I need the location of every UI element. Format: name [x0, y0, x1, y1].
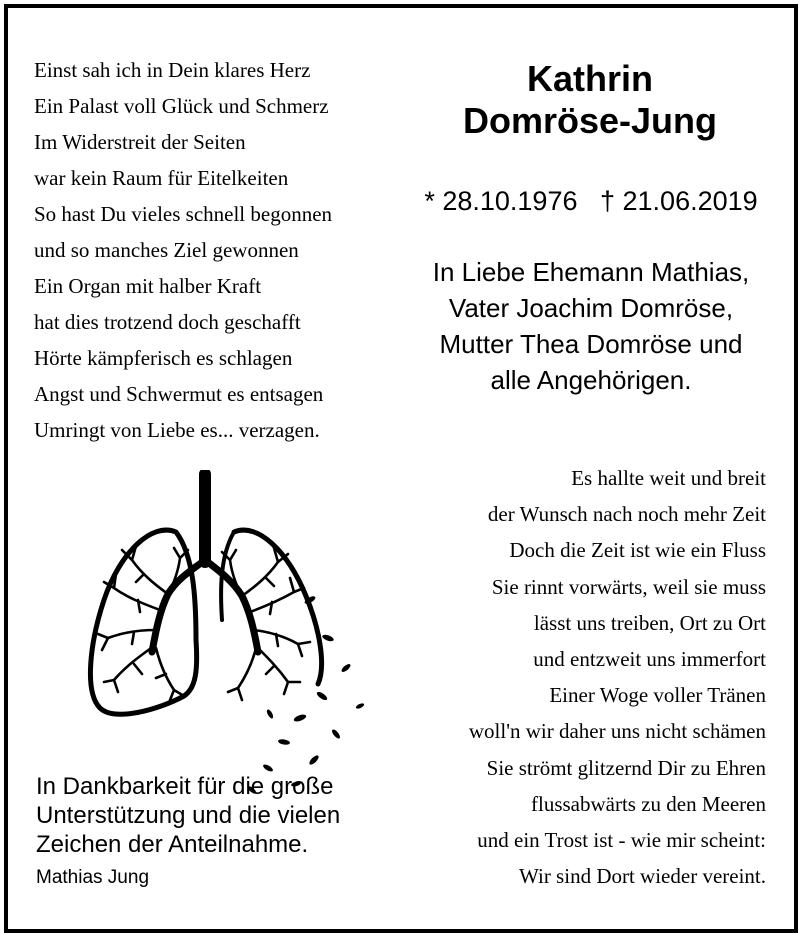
mourners-line: Mutter Thea Domröse und [439, 329, 743, 359]
poem-left [34, 52, 332, 448]
mourners-line: In Liebe Ehemann Mathias, [432, 257, 750, 287]
birth-date: * 28.10.1976 [424, 186, 578, 216]
deceased-first-name: Kathrin [527, 58, 653, 99]
mourners-block [400, 254, 782, 398]
mourners-line: Vater Joachim Domröse, [448, 293, 734, 323]
poem-left-line: Ein Palast voll Glück und Schmerz [34, 94, 329, 118]
poem-left-line: war kein Raum für Eitelkeiten [34, 166, 289, 190]
deceased-name [400, 58, 780, 142]
poem-right-line: Doch die Zeit ist wie ein Fluss [509, 538, 766, 563]
poem-right-line: und ein Trost ist - wie mir scheint: [477, 827, 766, 852]
poem-right [469, 460, 766, 894]
mourners-line: alle Angehörigen. [490, 365, 692, 395]
poem-left-line: Ein Organ mit halber Kraft [34, 274, 262, 298]
poem-right-line: flussabwärts zu den Meeren [531, 791, 766, 816]
poem-right-line: woll'n wir daher uns nicht schämen [468, 719, 766, 744]
poem-right-line: Einer Woge voller Tränen [549, 683, 766, 708]
deceased-last-name: Domröse-Jung [462, 100, 718, 141]
lungs-with-falling-leaves-icon [74, 470, 374, 800]
death-date: † 21.06.2019 [600, 186, 758, 216]
signature-name: Mathias Jung [36, 867, 150, 888]
thanks-text [36, 772, 340, 859]
poem-right-line: und entzweit uns immerfort [533, 646, 766, 671]
poem-right-line: der Wunsch nach noch mehr Zeit [487, 502, 766, 527]
life-dates [400, 184, 782, 218]
poem-right-line: Wir sind Dort wieder vereint. [519, 864, 766, 889]
thanks-line: In Dankbarkeit für die große [36, 773, 334, 800]
poem-right-line: Sie rinnt vorwärts, weil sie muss [491, 574, 766, 599]
poem-left-line: hat dies trotzend doch geschafft [34, 310, 301, 334]
poem-right-line: Sie strömt glitzernd Dir zu Ehren [486, 755, 766, 780]
poem-left-line: Einst sah ich in Dein klares Herz [34, 58, 311, 82]
poem-right-line: lässt uns treiben, Ort zu Ort [533, 610, 766, 635]
poem-left-line: Umringt von Liebe es... verzagen. [34, 418, 320, 442]
poem-left-line: So hast Du vieles schnell begonnen [34, 202, 333, 226]
poem-left-line: Angst und Schwermut es entsagen [34, 382, 324, 406]
poem-left-line: und so manches Ziel gewonnen [34, 238, 299, 262]
thanks-line: Zeichen der Anteilnahme. [36, 831, 309, 858]
poem-left-line: Hörte kämpferisch es schlagen [34, 346, 293, 370]
poem-right-line: Es hallte weit und breit [571, 466, 766, 490]
poem-left-line: Im Widerstreit der Seiten [34, 130, 246, 154]
thanks-line: Unterstützung und die vielen [36, 802, 341, 829]
